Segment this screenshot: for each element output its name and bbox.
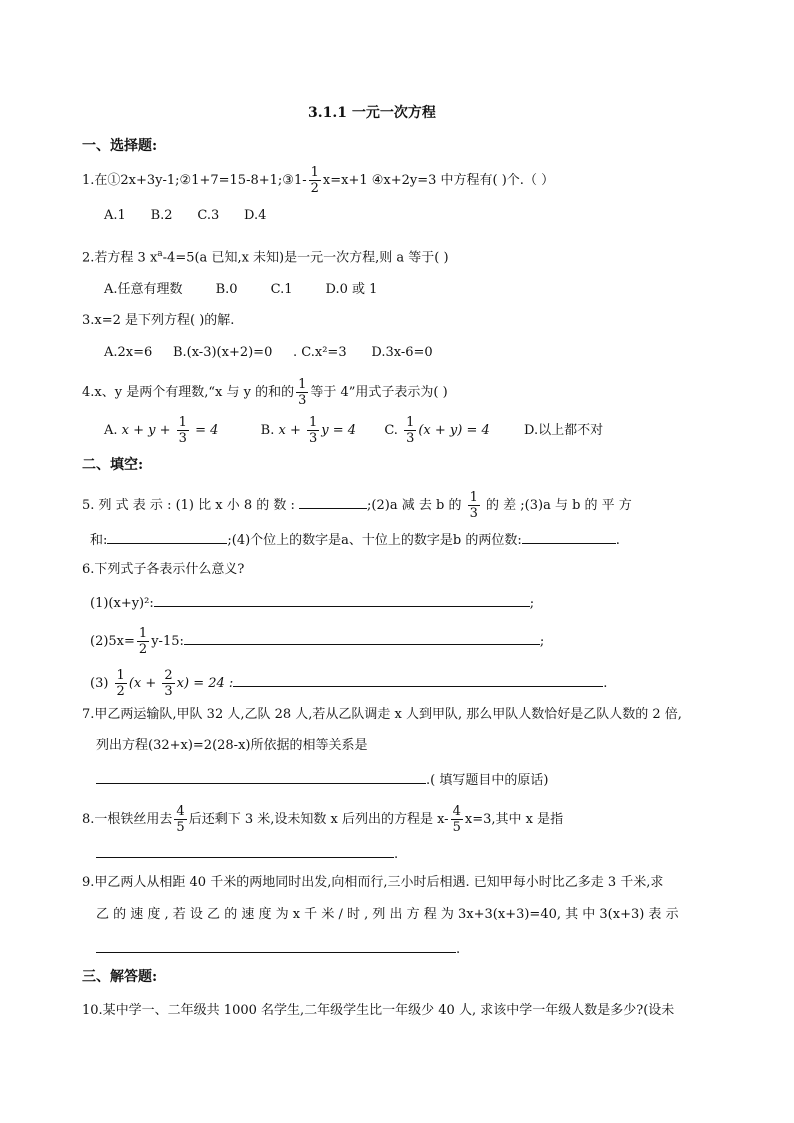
frac-denominator: 2 [138,642,148,657]
q4-option-a-expr: x + y + [121,423,175,438]
q5-text-b: ;(2)a 减 去 b 的 [367,498,462,513]
frac-numerator: 1 [308,415,318,430]
q6-item-2-fraction [137,626,149,657]
q4-text-b: 等于 4”用式子表示为( ) [310,385,448,400]
q4-fraction [296,377,308,408]
frac-denominator: 2 [310,181,319,196]
frac-numerator: 4 [452,804,461,819]
q6-item-3-label: (3) [90,676,113,691]
question-9-line-2: 乙 的 速 度 , 若 设 乙 的 速 度 为 x 千 米 / 时 , 列 出 方 程 为 3x+3(x+3)=40, 其 中 3(x+3) 表 示 [96,907,679,922]
q6-item-1 [90,592,534,613]
q1-fraction [309,165,321,196]
question-7-line-3 [96,769,548,790]
q4-option-a-rhs: = 4 [190,423,219,438]
frac-denominator: 3 [469,506,478,521]
frac-denominator: 2 [116,684,125,699]
q3-options: A.2x=6 B.(x-3)(x+2)=0 . C.x²=3 D.3x-6=0 [104,345,433,360]
q9-blank[interactable] [96,938,456,953]
frac-numerator: 1 [298,377,307,392]
question-5-line-1 [82,490,632,521]
q8-text-c: x=3,其中 x 是指 [464,812,564,827]
q8-text-d: . [394,847,399,862]
q5-text-a: 5. 列 式 表 示 : (1) 比 x 小 8 的 数 : [82,498,295,513]
frac-numerator: 1 [406,415,415,430]
page-title: 3.1.1 一元一次方程 [308,105,436,121]
frac-denominator: 5 [176,820,185,835]
question-2 [82,245,449,267]
q6-item-1-end: ; [529,596,535,611]
question-1 [82,165,554,196]
question-7-line-1: 7.甲乙两运输队,甲队 32 人,乙队 28 人,若从乙队调走 x 人到甲队, 那么甲队人数恰好是乙队人数的 2 倍, [82,707,682,722]
q4-option-a-label: A. [104,423,122,438]
question-6: 6.下列式子各表示什么意义? [82,562,245,577]
q4-option-c-rhs: (x + y) = 4 [418,423,490,438]
frac-numerator: 1 [178,415,187,430]
frac-numerator: 1 [310,165,319,180]
q2-options: A.任意有理数 B.0 C.1 D.0 或 1 [104,282,378,297]
q6-blank-2[interactable] [184,630,540,645]
q4-options [104,415,603,446]
q5-text-e: ;(4)个位上的数字是a、十位上的数字是b 的两位数: [227,533,522,548]
section-fill-heading: 二、填空: [82,457,144,473]
q6-item-3-expr-b: (x + [128,676,161,691]
q8-blank[interactable] [96,843,394,858]
q4-option-d: D.以上都不对 [524,423,604,438]
q1-text-b: x=x+1 ④x+2y=3 中方程有( )个.（ ） [322,173,555,188]
q5-fraction [468,490,480,521]
frac-numerator: 1 [138,626,148,641]
question-3: 3.x=2 是下列方程( )的解. [82,313,235,328]
q7-blank[interactable] [96,769,426,784]
section-answer-heading: 三、解答题: [82,969,158,985]
q6-item-3-expr-c: x) = 24 : [176,676,234,691]
frac-denominator: 5 [452,820,461,835]
q5-blank-1[interactable] [299,494,367,509]
q6-item-3-end: . [603,676,608,691]
q8-text-b: 后还剩下 3 米,设未知数 x 后列出的方程是 x- [188,812,449,827]
q2-exponent: a [157,249,163,259]
q4-option-b-label: B. [260,423,279,438]
question-8 [82,804,563,835]
q4-option-a-fraction [177,415,189,446]
q5-blank-3[interactable] [522,529,616,544]
q6-item-3-fraction-b: $\frac{2}{3}$ [164,668,173,699]
q8-fraction-b [451,804,463,835]
q4-option-b-expr: x + [278,423,305,438]
section-choice-heading: 一、选择题: [82,138,158,154]
q8-fraction-a [174,804,186,835]
q5-text-f: . [615,533,620,548]
q6-item-2-expr-b: y-15: [151,634,184,649]
q6-item-2-expr-a: (2)5x= [90,634,135,649]
question-9-line-1: 9.甲乙两人从相距 40 千米的两地同时出发,向相而行,三小时后相遇. 已知甲每小时比乙多走 3 千米,求 [82,875,664,890]
q8-text-a: 8.一根铁丝用去 [82,812,173,827]
q2-text-a: 2.若方程 3 x [82,250,158,266]
frac-numerator: 1 [469,490,478,505]
q5-text-c: 的 差 ;(3)a 与 b 的 平 方 [486,498,632,513]
frac-denominator: 3 [298,393,307,408]
q6-item-2 [90,626,544,657]
question-7-line-2: 列出方程(32+x)=2(28-x)所依据的相等关系是 [96,738,368,753]
q6-item-2-end: ; [539,634,545,649]
q9-text-c: . [456,942,461,957]
q6-blank-3[interactable] [233,672,603,687]
q6-blank-1[interactable] [154,592,530,607]
q5-blank-2[interactable] [107,529,227,544]
frac-denominator: 3 [178,431,187,446]
frac-denominator: 3 [406,431,415,446]
q1-options: A.1 B.2 C.3 D.4 [104,208,267,223]
frac-denominator: 3 [308,431,318,446]
q6-item-3-fraction-a [115,668,127,699]
question-9-line-3 [96,938,460,959]
q4-option-c-fraction [404,415,416,446]
q6-item-3 [90,668,607,699]
q5-text-d: 和: [90,533,108,548]
question-5-line-2 [90,529,620,550]
q7-text-c: .( 填写题目中的原话) [426,773,549,788]
question-4 [82,377,448,408]
q4-option-c-label: C. [384,423,403,438]
q4-text-a: 4.x、y 是两个有理数,“x 与 y 的和的 [82,385,295,400]
q4-option-b-rhs: y = 4 [321,423,357,438]
frac-numerator: 1 [116,668,125,683]
frac-numerator: 4 [176,804,185,819]
q4-option-b-fraction [307,415,319,446]
question-8-line-2 [96,843,398,864]
q1-text-a: 1.在①2x+3y-1;②1+7=15-8+1;③1- [82,173,307,188]
q2-text-b: -4=5(a 已知,x 未知)是一元一次方程,则 a 等于( ) [162,250,449,266]
question-10: 10.某中学一、二年级共 1000 名学生,二年级学生比一年级少 40 人, 求该中学一年级人数是多少?(设未 [82,1003,675,1018]
q6-item-1-expr: (1)(x+y)²: [90,596,154,611]
frac-denominator: 3 [164,684,173,699]
